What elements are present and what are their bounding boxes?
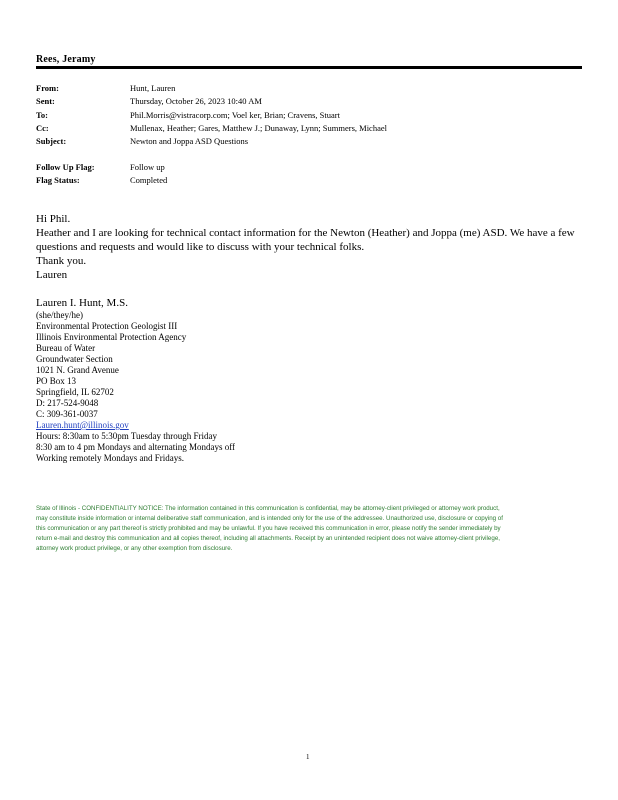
sender-name: Rees, Jeramy [36, 54, 96, 65]
header-value: Mullenax, Heather; Gares, Matthew J.; Dunaway, Lynn; Summers, Michael [130, 123, 387, 133]
signature-line: Bureau of Water [36, 343, 96, 353]
flag-label: Follow Up Flag: [36, 162, 95, 172]
header-value: Hunt, Lauren [130, 83, 176, 93]
signature-line: Springfield, IL 62702 [36, 387, 114, 397]
greeting: Hi Phil. [36, 213, 71, 225]
header-value: Phil.Morris@vistracorp.com; Voel ker, Brian; Cravens, Stuart [130, 110, 340, 120]
signature-hours-line: 8:30 am to 4 pm Mondays and alternating Mondays off [36, 442, 236, 452]
signature-line: 1021 N. Grand Avenue [36, 365, 119, 375]
flag-label: Flag Status: [36, 175, 80, 185]
page-number: 1 [306, 753, 310, 761]
signature-line: D: 217-524-9048 [36, 398, 99, 408]
header-value: Thursday, October 26, 2023 10:40 AM [130, 96, 262, 106]
closing: Thank you. [36, 255, 87, 267]
header-label: To: [36, 110, 48, 120]
header-label: Subject: [36, 136, 67, 146]
signature-line: PO Box 13 [36, 376, 77, 386]
signature-line: Illinois Environmental Protection Agency [36, 332, 187, 342]
signature-line: Groundwater Section [36, 354, 113, 364]
flag-value: Follow up [130, 162, 165, 172]
flag-value: Completed [130, 175, 168, 185]
header-rule [36, 66, 582, 69]
header-value: Newton and Joppa ASD Questions [130, 136, 249, 146]
header-label: From: [36, 83, 59, 93]
signature-line: (she/they/he) [36, 310, 83, 320]
signature-name: Lauren I. Hunt, M.S. [36, 297, 128, 309]
body-paragraph: Heather and I are looking for technical contact information for the Newton (Heather) and Joppa (me) ASD. We have a few questions and requests and would like to discuss with your technical folks. [36, 227, 575, 253]
signature-hours-line: Hours: 8:30am to 5:30pm Tuesday through Friday [36, 431, 218, 441]
signature-block [36, 296, 336, 464]
signature-hours-line: Working remotely Mondays and Fridays. [36, 453, 185, 463]
header-label: Cc: [36, 123, 49, 133]
signature-line: Environmental Protection Geologist III [36, 321, 178, 331]
signature-line: C: 309-361-0037 [36, 409, 98, 419]
header-label: Sent: [36, 96, 55, 106]
signoff: Lauren [36, 269, 68, 281]
signature-email-link[interactable]: Lauren.hunt@illinois.gov [36, 420, 129, 430]
confidentiality-notice: State of Illinois - CONFIDENTIALITY NOTICE: The information contained in this communication is confidential, may be attorney-client privileged or attorney work product, may constitute inside information or internal deliberative staff communication, and is intended only for the use of the addressee. Unauthorized use, disclosure or copying of this communication or any part thereof is strictly prohibited and may be unlawful. If you have received this communication in error, please notify the sender immediately by return e-mail and destroy this communication and all copies thereof, including all attachments. Receipt by an unintended recipient does not waive attorney-client privilege, attorney work product privilege, or any other exemption from disclosure. [36, 505, 503, 552]
email-body [36, 212, 576, 282]
